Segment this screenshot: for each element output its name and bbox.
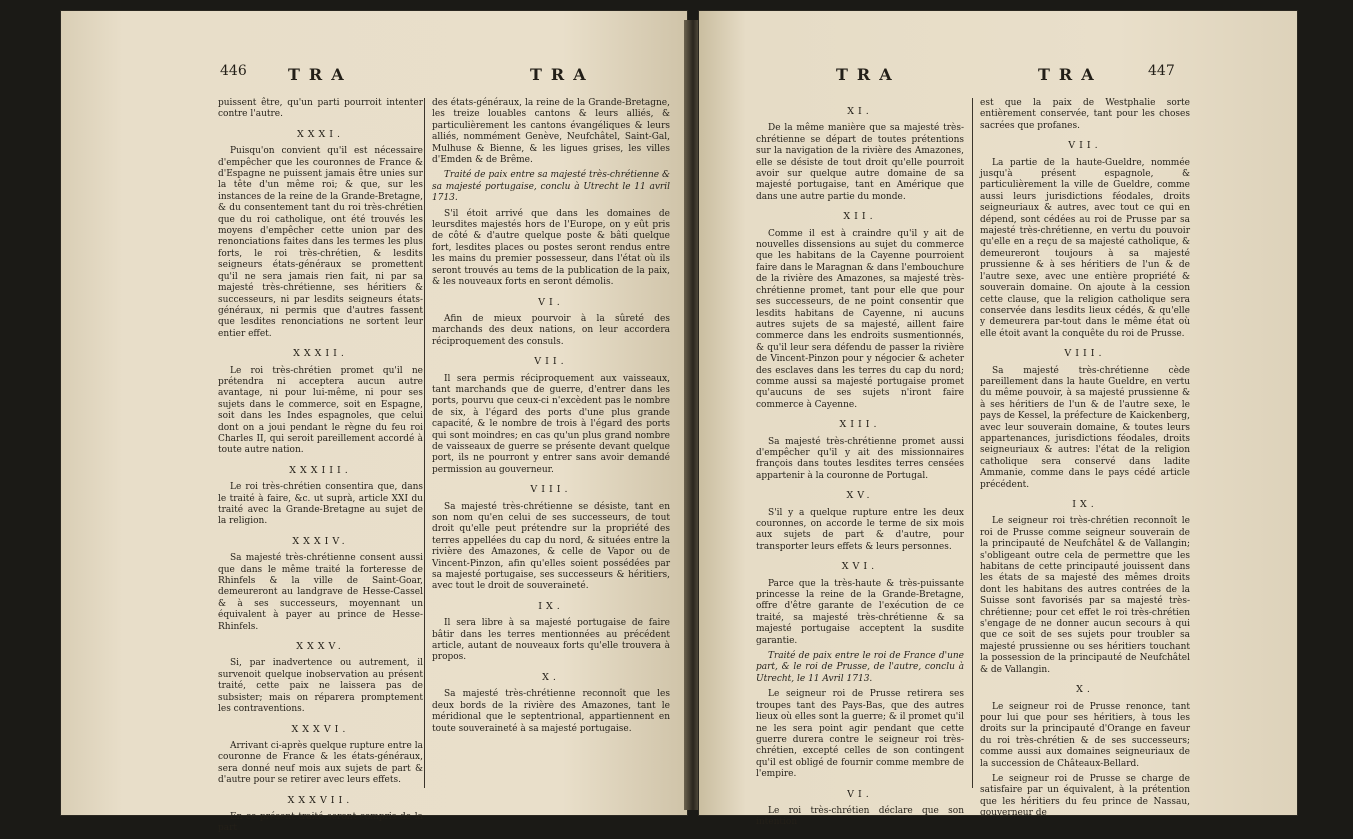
article-heading: VII.: [1068, 140, 1102, 152]
left-page: [60, 10, 688, 834]
article-heading: IX.: [538, 600, 564, 612]
paragraph: est que la paix de Westphalie sorte entièrement conservée, tant pour les choses sacrées que profanes.: [980, 98, 1190, 131]
paragraph: Sa majesté très-chrétienne reconnoît que les deux bords de la rivière des Amazones, tant le méridional que le septentrional, appartiennent en toute souveraineté à sa majesté portugaise.: [432, 689, 670, 734]
article-heading: XXXVI.: [291, 723, 350, 735]
paragraph: De la même manière que sa majesté très-chrétienne se départ de toutes prétentions sur la navigation de la rivière des Amazones, elle se désiste de tout droit qu'elle pourroit avoir sur quelque autre domaine de sa majesté portugaise, tant en Amérique que dans une autre partie du monde.: [756, 123, 964, 202]
paragraph: Le roi très-chrétien déclare que son intention: [756, 805, 964, 828]
article-heading: XXXI.: [296, 128, 345, 140]
paragraph: Afin de mieux pourvoir à la sûreté des marchands des deux nations, on leur accordera réciproquement des consuls.: [432, 313, 670, 347]
paragraph: puissent être, qu'un parti pourroit intenter contre l'autre.: [218, 98, 423, 120]
article-heading: XXXVII.: [287, 794, 354, 806]
treaty-title: Traité de paix entre le roi de France d'une part, & le roi de Prusse, de l'autre, conclu à Utrecht, le 11 Avril 1713.: [756, 651, 964, 684]
article-heading: XVI.: [841, 561, 879, 573]
paragraph: Il sera permis réciproquement aux vaisseaux, tant marchands que de guerre, d'entrer dans les ports, pourvu que ceux-ci n'excèdent pas le nombre de six, à l'égard des ports d'une plus grande capacité, & le nombre de trois à l'égard des ports qui sont moindres; en cas qu'un plus grand nombre de vaisseaux de guerre se présente devant quelque port, ils ne pourront y entrer sans avoir demandé permission au gouverneur.: [432, 373, 670, 475]
paragraph: Sa majesté très-chrétienne promet aussi d'empêcher qu'il y ait des missionnaires françois dans toutes lesdites terres censées appartenir à la couronne de Portugal.: [756, 436, 964, 481]
paragraph: Le roi très-chrétien promet qu'il ne prétendra ni acceptera aucun autre avantage, ni pour lui-même, ni pour ses sujets dans le commerce, soit en Espagne, soit dans les Indes espagnoles, que celui dont on a joui pendant le règne du feu roi Charles II, qui seroit pareillement accordé à toute autre nation.: [218, 365, 423, 456]
article-heading: XXXV.: [296, 641, 345, 653]
paragraph: Il sera libre à sa majesté portugaise de faire bâtir dans les terres mentionnées au précédent article, autant de nouveaux forts qu'elle trouvera à propos.: [432, 618, 670, 663]
article-heading: XII.: [843, 211, 877, 223]
paragraph: Le roi très-chrétien consentira que, dans le traité à faire, &c. ut suprà, article XXI du traité avec la Grande-Bretagne au sujet de la religion.: [218, 482, 423, 527]
page-number: 447: [1148, 63, 1175, 79]
article-heading: XI.: [847, 106, 873, 117]
paragraph: S'il étoit arrivé que dans les domaines de leursdites majestés hors de l'Europe, on y eût pris de côté & d'autre quelque poste & bâti quelque fort, lesdites places ou postes seront rendus entre les mains du premier possesseur, dans l'état où ils seront trouvés au tems de la publication de la paix, & les nouveaux forts en seront démolis.: [432, 208, 670, 288]
running-head: TRA: [288, 65, 353, 84]
article-heading: VII.: [534, 356, 568, 368]
article-heading: VI.: [538, 296, 564, 308]
article-heading: XV.: [846, 490, 874, 502]
left-column-2: [432, 98, 670, 739]
article-heading: VI.: [847, 788, 873, 800]
article-heading: XXXII.: [293, 348, 348, 360]
paragraph: La partie de la haute-Gueldre, nommée jusqu'à présent espagnole, & particulièrement la ville de Gueldre, comme aussi leurs jurisdictions féodales, droits seigneuriaux & autres, avec tout ce qui en dépend, sont cédées au roi de Prusse par sa majesté très-chrétienne, en vertu du pouvoir qu'elle en a reçu de sa majesté catholique, & demeureront toujours à sa majesté prussienne & à ses héritiers de l'un & de l'autre sexe, avec une entière propriété & souverain domaine. On ajoute à la cession cette clause, que la religion catholique sera conservée dans lesdits lieux cédés, & qu'elle y demeurera par-tout dans le même état où elle étoit avant la conquête du roi de Prusse.: [980, 157, 1190, 339]
paragraph: Sa majesté très-chrétienne consent aussi que dans le même traité la forteresse de Rhinfels & la ville de Saint-Goar, demeureront au landgrave de Hesse-Cassel & à ses successeurs, moyennant un équivalent à payer au prince de Hesse-Rhinfels.: [218, 553, 423, 632]
page-number: 446: [220, 63, 247, 79]
right-column-1: [756, 98, 964, 833]
column-rule: [424, 98, 425, 788]
article-heading: VIII.: [1064, 348, 1106, 360]
paragraph: Puisqu'on convient qu'il est nécessaire d'empêcher que les couronnes de France & d'Espagne ne puissent jamais être unies sur la tête d'un même roi; & que, sur les instances de la reine de la Grande-Bretagne, & du consentement tant du roi très-chrétien que du roi catholique, ont été trouvés les moyens d'empêcher cette union par des renonciations faites dans les termes les plus forts, le roi très-chrétien, & lesdits seigneurs états-généraux se promettent qu'il ne sera jamais rien fait, ni par sa majesté très-chrétienne, ses héritiers & successeurs, ni par lesdits seigneurs états-généraux, ni permis que d'autres fassent que lesdites renonciations ne sortent leur entier effet.: [218, 146, 423, 339]
right-column-2: [980, 98, 1190, 824]
paragraph: Le seigneur roi de Prusse renonce, tant pour lui que pour ses héritiers, à tous les droits sur la principauté d'Orange en faveur du roi très-chrétien & de ses successeurs; comme aussi aux domaines seigneuriaux de la succession de Châteaux-Bellard.: [980, 701, 1190, 769]
paragraph: S'il y a quelque rupture entre les deux couronnes, on accorde le terme de six mois aux sujets de part & d'autre, pour transporter leurs effets & leurs personnes.: [756, 507, 964, 552]
right-page: [698, 10, 1298, 828]
article-heading: XXXIII.: [289, 464, 352, 476]
running-head: TRA: [836, 65, 901, 84]
column-rule: [972, 98, 973, 788]
running-head: TRA: [530, 65, 595, 84]
paragraph: Le seigneur roi de Prusse retirera ses troupes tant des Pays-Bas, que des autres lieux où elles sont la guerre; & il promet qu'il ne les sera point agir pendant que cette guerre durera contre le seigneur roi très-chrétien, excepté celles de son contingent qu'il est obligé de fournir comme membre de l'empire.: [756, 689, 965, 780]
running-head: TRA: [1038, 65, 1103, 84]
paragraph: Arrivant ci-après quelque rupture entre la couronne de France & les états-généraux, sera donné neuf mois aux sujets de part & d'autre pour se retirer avec leurs effets.: [218, 740, 423, 786]
article-heading: XXXIV.: [292, 535, 349, 547]
paragraph: Sa majesté très-chrétienne cède pareillement dans la haute Gueldre, en vertu du même pouvoir, à sa majesté prussienne & à ses héritiers de l'un & de l'autre sexe, le pays de Kessel, la préfecture de Kaickenberg, avec leur souverain domaine, & toutes leurs appartenances, jurisdictions féodales, droits seigneuriaux & autres: l'état de la religion catholique sera conservé dans ladite Ammanie, comme dans le pays cédé article précédent.: [980, 365, 1190, 490]
paragraph: des états-généraux, la reine de la Grande-Bretagne, les treize louables cantons & leurs alliés, & particulièrement les cantons évangéliques & leurs alliés, nommément Genève, Neufchâtel, Saint-Gal, Mulhuse & Bienne, & les ligues grises, les villes d'Emden & de Brême.: [432, 98, 670, 166]
paragraph: Parce que la très-haute & très-puissante princesse la reine de la Grande-Bretagne, offre d'être garante de l'exécution de ce traité, sa majesté très-chrétienne & sa majesté portugaise acceptent la susdite garantie.: [756, 578, 964, 646]
paragraph: En ce présent traité seront compris de la part: [218, 811, 423, 834]
paragraph: Le seigneur roi de Prusse se charge de satisfaire par un équivalent, à la prétention que les héritiers du feu prince de Nassau, gouverneur de: [980, 773, 1190, 819]
paragraph: Si, par inadvertence ou autrement, il survenoit quelque inobservation au présent traité, cette paix ne laissera pas de subsister; mais on réparera promptement les contraventions.: [218, 658, 423, 715]
article-heading: VIII.: [530, 484, 572, 496]
treaty-title: Traité de paix entre sa majesté très-chrétienne & sa majesté portugaise, conclu à Utrecht le 11 avril 1713.: [432, 170, 670, 204]
paragraph: Le seigneur roi très-chrétien reconnoît le roi de Prusse comme seigneur souverain de la principauté de Neufchâtel & de Vallangin; s'obligeant outre cela de permettre que les habitans de cette principauté jouissent dans les états de sa majesté des mêmes droits dont les habitans des autres contrées de la Suisse sont favorisés par sa majesté très-chrétienne; pour cet effet le roi très-chrétien s'engage de ne donner aucun secours à qui que ce soit de ses sujets pour troubler sa majesté prussienne ou ses héritiers touchant la possession de la principauté de Neufchâtel & de Vallangin.: [980, 516, 1190, 675]
article-heading: IX.: [1072, 499, 1098, 510]
paragraph: Comme il est à craindre qu'il y ait de nouvelles dissensions au sujet du commerce que les habitans de la Cayenne pourroient faire dans le Maragnan & dans l'embouchure de la rivière des Amazones, sa majesté très-chrétienne promet, tant pour elle que pour ses successeurs, de ne point consentir que lesdits habitans de Cayenne, ni aucuns autres sujets de sa majesté, aillent faire commerce dans les endroits susmentionnés, & qu'il leur sera défendu de passer la rivière de Vincent-Pinzon pour y négocier & acheter des esclaves dans les terres du cap du nord; comme aussi sa majesté portugaise promet qu'aucuns de ses sujets n'iront faire commerce à Cayenne.: [756, 228, 964, 410]
left-column-1: [218, 98, 423, 839]
article-heading: XIII.: [839, 419, 881, 431]
article-heading: X.: [1076, 684, 1094, 696]
article-heading: X.: [542, 671, 560, 683]
paragraph: Sa majesté très-chrétienne se désiste, tant en son nom qu'en celui de ses successeurs, de tout droit qu'elle peut prétendre sur la propriété des terres appellées du cap du nord, & situées entre la rivière des Amazones, & celle de Vapor ou de Vincent-Pinzon, afin qu'elles soient possédées par sa majesté portugaise, ses successeurs & héritiers, avec tout le droit de souveraineté.: [432, 501, 670, 592]
